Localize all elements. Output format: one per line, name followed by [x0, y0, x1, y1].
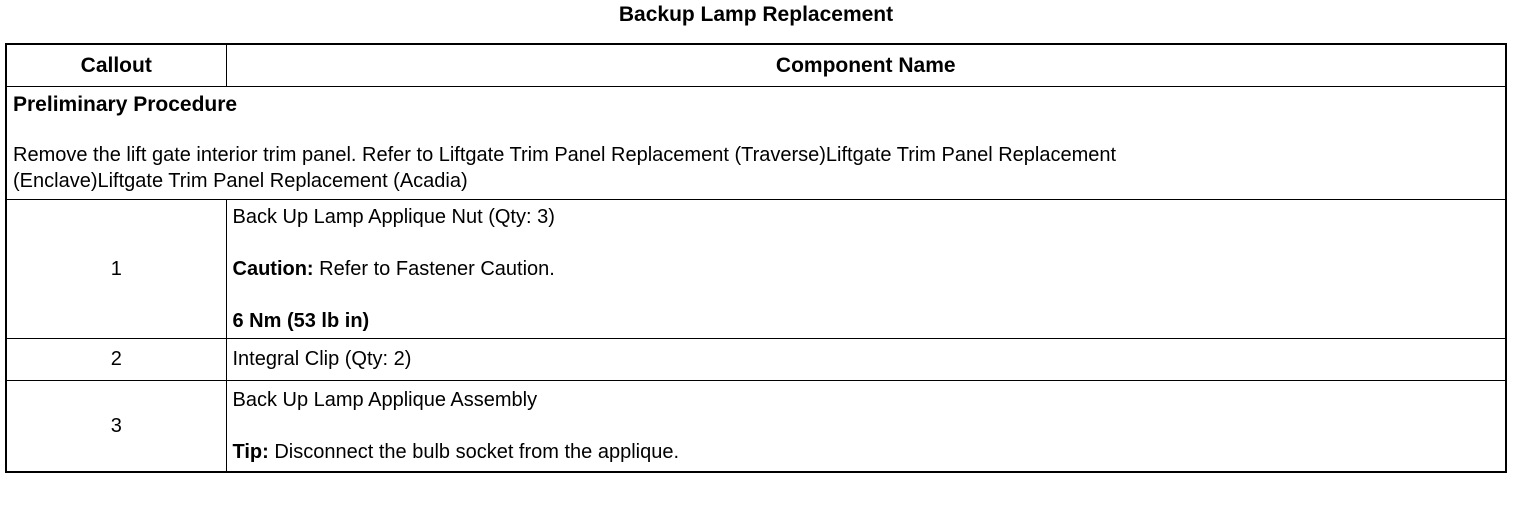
torque-spec: 6 Nm (53 lb in)	[232, 310, 370, 332]
preliminary-heading: Preliminary Procedure	[13, 93, 238, 116]
callout-number: 2	[6, 339, 226, 381]
preliminary-text-line-1: Remove the lift gate interior trim panel. Refer to Liftgate Trim Panel Replacement (Traverse)Liftgate Trim Panel Replacement	[13, 144, 1117, 166]
component-name: Back Up Lamp Applique Nut (Qty: 3)	[232, 206, 555, 228]
caution-note	[233, 256, 1500, 282]
table-row	[6, 381, 1506, 473]
tip-text: Disconnect the bulb socket from the applique.	[268, 441, 680, 463]
page-title: Backup Lamp Replacement	[618, 3, 894, 26]
callout-number: 3	[6, 381, 226, 473]
column-header-component-name: Component Name	[226, 44, 1506, 87]
preliminary-text-line-2: (Enclave)Liftgate Trim Panel Replacement (Acadia)	[13, 170, 468, 192]
tip-label: Tip:	[232, 441, 269, 463]
caution-text: Refer to Fastener Caution.	[313, 258, 555, 280]
table-row	[6, 339, 1506, 381]
procedure-table	[5, 43, 1507, 473]
preliminary-row	[6, 87, 1506, 200]
callout-number: 1	[6, 200, 226, 339]
caution-label: Caution:	[232, 258, 314, 280]
column-header-callout: Callout	[6, 44, 226, 87]
preliminary-cell	[6, 87, 1506, 200]
table-header-row	[6, 44, 1506, 87]
component-cell	[226, 381, 1506, 473]
tip-note	[233, 439, 1500, 465]
component-name: Integral Clip (Qty: 2)	[226, 339, 1506, 381]
component-name: Back Up Lamp Applique Assembly	[232, 389, 538, 411]
component-cell	[226, 200, 1506, 339]
table-row	[6, 200, 1506, 339]
